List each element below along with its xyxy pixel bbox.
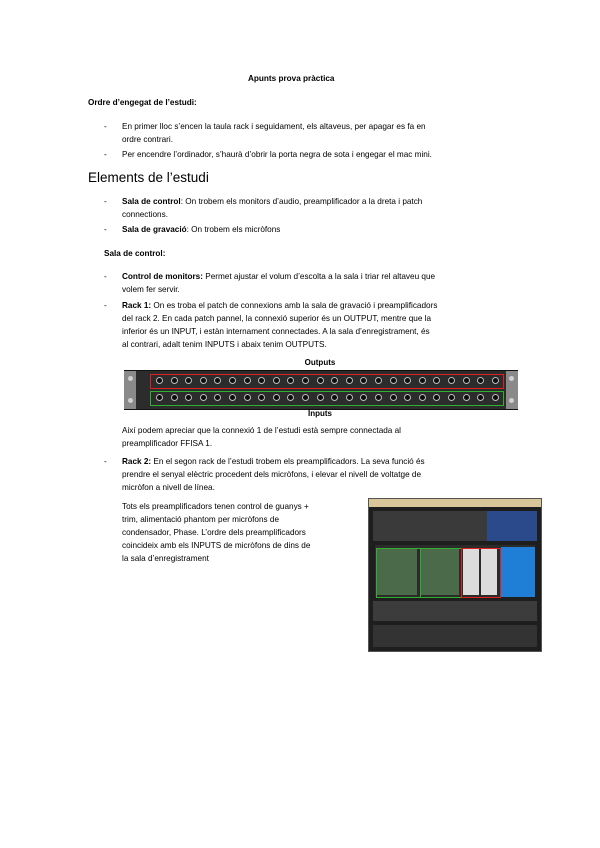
input-jack <box>419 394 426 401</box>
term: Rack 1: <box>122 301 152 310</box>
elements-item-control-room <box>122 195 422 221</box>
input-jack <box>346 394 353 401</box>
inputs-label: Inputs <box>308 409 332 418</box>
input-jack <box>317 394 324 401</box>
text-line: coincideix amb els INPUTS de micròfons de dins de <box>122 541 311 550</box>
preamp-module-blue <box>501 547 535 597</box>
screw <box>128 398 133 403</box>
text-line: trim, alimentació phantom per micròfons de <box>122 515 279 524</box>
text-line: En el segon rack de l’estudi trobem els preamplificadors. La seva funció és <box>151 457 425 466</box>
rack-unit <box>373 625 537 647</box>
bullet: - <box>104 197 107 206</box>
bullet: - <box>104 457 107 466</box>
text-line: volem fer servir. <box>122 285 180 294</box>
bullet: - <box>104 225 107 234</box>
output-jack <box>273 377 280 384</box>
text-line: connections. <box>122 210 168 219</box>
screw <box>509 398 514 403</box>
output-jack <box>156 377 163 384</box>
startup-heading: Ordre d’engegat de l’estudi: <box>88 98 197 107</box>
rack-top-shelf <box>369 499 541 507</box>
output-jack <box>463 377 470 384</box>
outputs-label: Outputs <box>304 358 336 367</box>
input-jack <box>244 394 251 401</box>
preamp-unit-blue <box>487 511 537 541</box>
input-jack <box>390 394 397 401</box>
elements-heading: Elements de l’estudi <box>88 170 209 185</box>
output-jack <box>200 377 207 384</box>
text-line: ordre contrari. <box>122 135 173 144</box>
term: Sala de gravació <box>122 225 187 234</box>
control-monitors <box>122 270 435 296</box>
bullet: - <box>104 150 107 159</box>
patch-panel-image <box>120 358 520 420</box>
text-line: preamplificador FFISA 1. <box>122 439 213 448</box>
input-jack <box>463 394 470 401</box>
bullet: - <box>104 272 107 281</box>
startup-item-1 <box>122 120 426 146</box>
input-jack <box>448 394 455 401</box>
text-line: del rack 2. En cada patch pannel, la connexió superior és un OUTPUT, mentre que la <box>122 314 432 323</box>
patch-panel-rack <box>124 370 518 410</box>
text-line: Tots els preamplificadors tenen control de guanys + <box>122 502 309 511</box>
input-jack <box>375 394 382 401</box>
elements-item-recording-room <box>122 223 280 236</box>
control-heading: Sala de control: <box>104 249 166 258</box>
input-jack <box>200 394 207 401</box>
text-line: Per encendre l’ordinador, s’haurà d’obrir la porta negra de sota i engegar el mac mini. <box>122 150 432 159</box>
output-jack <box>375 377 382 384</box>
output-jack <box>229 377 236 384</box>
input-jack <box>273 394 280 401</box>
text-line: : On trobem els monitors d’audio, preamplificador a la dreta i patch <box>180 197 423 206</box>
startup-item-2 <box>122 148 432 161</box>
text-line: Permet ajustar el volum d’escolta a la sala i triar rel altaveu que <box>202 272 436 281</box>
output-jack <box>492 377 499 384</box>
text-line: micròfon a nivell de línea. <box>122 483 215 492</box>
patch-note <box>122 424 401 450</box>
input-jack <box>156 394 163 401</box>
highlight-red <box>461 548 501 598</box>
term: Rack 2: <box>122 457 152 466</box>
input-jack <box>492 394 499 401</box>
text-line: : On trobem els micròfons <box>186 225 281 234</box>
text-line: condensador, Phase. L’ordre dels preamplificadors <box>122 528 306 537</box>
text-line: Així podem apreciar que la connexió 1 de l’estudi està sempre connectada al <box>122 426 401 435</box>
highlight-green <box>420 548 462 598</box>
output-jack <box>244 377 251 384</box>
output-jack <box>346 377 353 384</box>
input-jack <box>302 394 309 401</box>
bullet: - <box>104 122 107 131</box>
output-jack <box>171 377 178 384</box>
text-line: En primer lloc s’encen la taula rack i seguidament, els altaveus, per apagar es fa en <box>122 122 426 131</box>
text-line: la sala d’enregistrament <box>122 554 209 563</box>
screw <box>128 376 133 381</box>
text-line: prendre el senyal elèctric procedent dels micròfons, i elevar el nivell de voltatge de <box>122 470 422 479</box>
rack2-description <box>122 455 425 494</box>
preamp-note <box>122 500 310 565</box>
input-jack <box>229 394 236 401</box>
output-jack <box>419 377 426 384</box>
term: Control de monitors: <box>122 272 203 281</box>
input-jack <box>171 394 178 401</box>
output-jack <box>390 377 397 384</box>
term: Sala de control <box>122 197 181 206</box>
rack-unit <box>373 601 537 621</box>
output-jack <box>448 377 455 384</box>
text-line: al contrari, adalt tenim INPUTS i abaix tenim OUTPUTS. <box>122 340 327 349</box>
preamp-rack-photo <box>368 498 542 652</box>
text-line: inferior és un INPUT, i estàn internament connectades. A la sala d’enregistrament, és <box>122 327 430 336</box>
output-jack <box>302 377 309 384</box>
text-line: On es troba el patch de connexions amb la sala de gravació i preamplificadors <box>151 301 438 310</box>
rack1-description <box>122 299 437 351</box>
highlight-green <box>376 548 421 598</box>
output-jack <box>317 377 324 384</box>
bullet: - <box>104 301 107 310</box>
doc-title: Apunts prova pràctica <box>248 74 335 83</box>
screw <box>509 376 514 381</box>
